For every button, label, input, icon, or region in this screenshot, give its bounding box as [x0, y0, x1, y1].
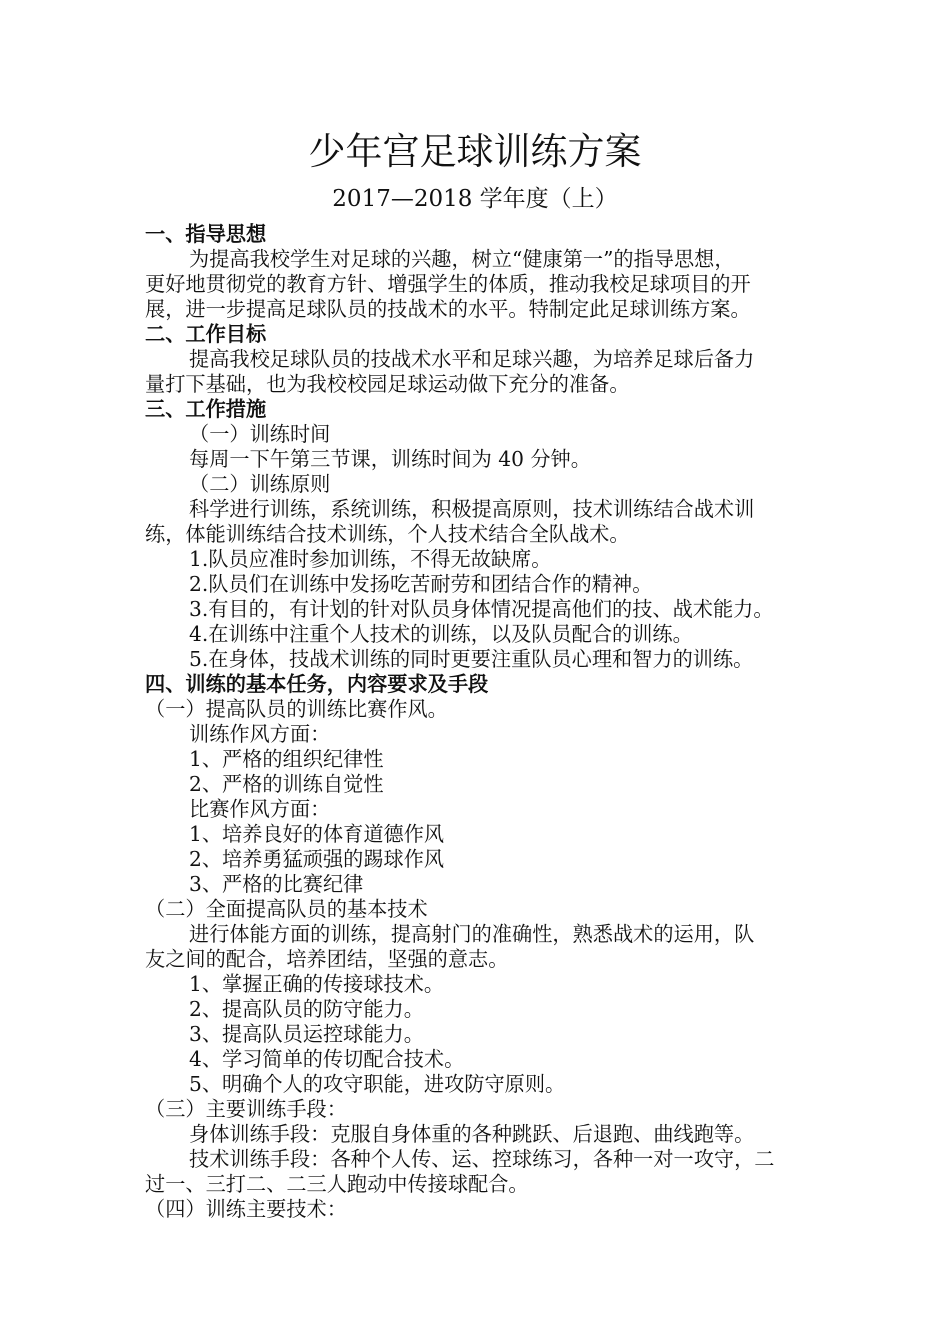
paragraph-line: 2、提高队员的防守能力。 [189, 997, 424, 1021]
paragraph-line: 更好地贯彻党的教育方针、增强学生的体质，推动我校足球项目的开 [145, 272, 751, 296]
paragraph-line: （二）训练原则 [189, 472, 331, 496]
paragraph-line: 量打下基础，也为我校校园足球运动做下充分的准备。 [145, 372, 630, 396]
paragraph-line: 科学进行训练，系统训练，积极提高原则，技术训练结合战术训 [189, 497, 755, 521]
section-heading: 一、指导思想 [145, 222, 267, 246]
paragraph-line: 技术训练手段：各种个人传、运、控球练习，各种一对一攻守，二 [189, 1147, 775, 1171]
paragraph-line: 3、提高队员运控球能力。 [189, 1022, 424, 1046]
paragraph-line: 3、严格的比赛纪律 [189, 872, 364, 896]
paragraph-line: 为提高我校学生对足球的兴趣，树立“健康第一”的指导思想， [189, 247, 735, 271]
paragraph-line: 2、严格的训练自觉性 [189, 772, 384, 796]
paragraph-line: 身体训练手段：克服自身体重的各种跳跃、后退跑、曲线跑等。 [189, 1122, 755, 1146]
paragraph-line: 5.在身体，技战术训练的同时更要注重队员心理和智力的训练。 [189, 647, 754, 671]
section-heading: 三、工作措施 [145, 397, 267, 421]
paragraph-line: 练，体能训练结合技术训练，个人技术结合全队战术。 [145, 522, 630, 546]
paragraph-line: （三）主要训练手段： [145, 1097, 347, 1121]
document-body [145, 222, 835, 1222]
paragraph-line: 每周一下午第三节课，训练时间为 40 分钟。 [189, 447, 591, 471]
document-title: 少年宫足球训练方案 [308, 130, 642, 173]
paragraph-line: 4、学习简单的传切配合技术。 [189, 1047, 465, 1071]
section-heading: 二、工作目标 [145, 322, 267, 346]
section-heading: 四、训练的基本任务，内容要求及手段 [145, 672, 489, 696]
paragraph-line: 4.在训练中注重个人技术的训练，以及队员配合的训练。 [189, 622, 693, 646]
paragraph-line: 3.有目的，有计划的针对队员身体情况提高他们的技、战术能力。 [189, 597, 774, 621]
paragraph-line: （一）提高队员的训练比赛作风。 [145, 697, 448, 721]
paragraph-line: （二）全面提高队员的基本技术 [145, 897, 428, 921]
paragraph-line: 5、明确个人的攻守职能，进攻防守原则。 [189, 1072, 566, 1096]
document-subtitle: 2017—2018 学年度（上） [332, 186, 618, 212]
paragraph-line: （四）训练主要技术： [145, 1197, 347, 1221]
paragraph-line: 1、培养良好的体育道德作风 [189, 822, 445, 846]
paragraph-line: 过一、三打二、二三人跑动中传接球配合。 [145, 1172, 529, 1196]
paragraph-line: 1.队员应准时参加训练，不得无故缺席。 [189, 547, 552, 571]
paragraph-line: 进行体能方面的训练，提高射门的准确性，熟悉战术的运用，队 [189, 922, 755, 946]
paragraph-line: 比赛作风方面： [189, 797, 331, 821]
paragraph-line: 2、培养勇猛顽强的踢球作风 [189, 847, 445, 871]
paragraph-line: 2.队员们在训练中发扬吃苦耐劳和团结合作的精神。 [189, 572, 653, 596]
paragraph-line: 友之间的配合，培养团结，坚强的意志。 [145, 947, 509, 971]
paragraph-line: 提高我校足球队员的技战术水平和足球兴趣，为培养足球后备力 [189, 347, 755, 371]
paragraph-line: （一）训练时间 [189, 422, 331, 446]
paragraph-line: 1、严格的组织纪律性 [189, 747, 384, 771]
paragraph-line: 训练作风方面： [189, 722, 331, 746]
paragraph-line: 1、掌握正确的传接球技术。 [189, 972, 445, 996]
paragraph-line: 展，进一步提高足球队员的技战术的水平。特制定此足球训练方案。 [145, 297, 751, 321]
